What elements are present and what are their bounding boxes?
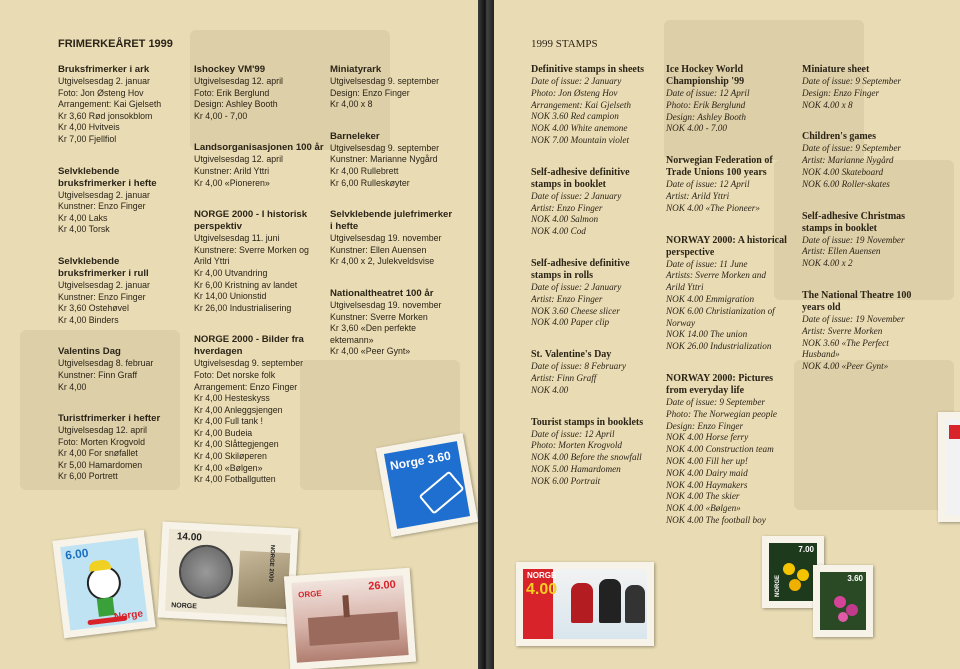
book-spine — [478, 0, 494, 669]
issue-detail-line: NOK 4.00 Construction team — [666, 444, 774, 455]
issue-detail-line: Utgivelsesdag 9. september — [194, 358, 304, 369]
stamp-ice-hockey — [516, 562, 654, 646]
issue-detail-line: Design: Enzo Finger — [330, 87, 410, 98]
issue-detail-line: Date of issue: 9 September — [666, 396, 765, 407]
buildings-illustration — [308, 612, 400, 646]
issue-block — [802, 290, 911, 373]
stamp-series: NORGE 2000 — [267, 544, 276, 582]
issue-detail-line: Kr 4,00 Full tank ! — [194, 416, 263, 427]
issue-detail-line: Kr 4,00 Hvitveis — [58, 122, 120, 133]
stamp-value: 7.00 — [798, 545, 814, 554]
stamp-value: 6.00 — [64, 545, 90, 563]
issue-detail-line: Kr 4,00 Binders — [58, 314, 119, 325]
issue-detail-line: Date of issue: 2 January — [531, 76, 622, 86]
issue-detail-line: Utgivelsesdag 12. april — [58, 425, 147, 436]
chimney-icon — [342, 595, 350, 617]
issue-detail-line: Artist: Arild Yttri — [666, 190, 730, 201]
issue-title: Trade Unions 100 years — [666, 167, 767, 179]
issue-block — [330, 64, 452, 111]
issue-title: Tourist stamps in booklets — [531, 416, 644, 428]
issue-title: Ice Hockey World — [666, 64, 744, 75]
issue-block — [58, 346, 161, 393]
page-heading: FRIMERKEÅRET 1999 — [58, 38, 173, 50]
issue-detail-line: Kr 26,00 Industrialisering — [194, 302, 292, 313]
issue-detail-line: Utgivelsesdag 9. september — [330, 76, 440, 86]
issue-detail-line: Artist: Marianne Nygård — [802, 155, 894, 166]
issue-title: Miniatyrark — [330, 64, 382, 75]
issue-detail-line: NOK 4.00 «The Pioneer» — [666, 202, 760, 213]
issue-detail-line: Design: Enzo Finger — [666, 420, 744, 431]
right-page — [494, 0, 960, 669]
issue-title: Selvklebende julefrimerker — [330, 209, 453, 221]
issue-title: bruksfrimerker i hefte — [58, 177, 157, 189]
issue-block — [666, 64, 787, 135]
issue-detail-line: Utgivelsesdag 19. november — [330, 299, 442, 310]
left-page — [0, 0, 478, 669]
issue-detail-line: NOK 4.00 Fill her up! — [666, 455, 748, 466]
issue-detail-line: NOK 3.60 «The Perfect — [802, 337, 889, 348]
stamp-country: ORGE — [297, 588, 323, 600]
issue-title: Bruksfrimerker i ark — [58, 64, 150, 75]
issue-detail-line: NOK 14.00 The union — [666, 329, 748, 340]
issue-block — [802, 64, 911, 111]
issue-detail-line: Kr 5,00 Hamardomen — [58, 459, 143, 470]
issue-detail-line: Date of issue: 9 September — [802, 76, 901, 86]
issue-detail-line: Kunstnere: Sverre Morken og — [194, 244, 309, 255]
issue-title: bruksfrimerker i rull — [58, 267, 149, 279]
issue-title: Nationaltheatret 100 år — [330, 287, 434, 299]
text-column-3 — [330, 64, 452, 378]
issue-detail-line: Kr 4,00 — [58, 381, 87, 392]
issue-detail-line: Kr 4,00 «Peer Gynt» — [330, 346, 411, 357]
issue-detail-line: NOK 26.00 Industrialization — [666, 341, 772, 352]
issue-title: stamps in rolls — [531, 269, 594, 281]
issue-detail-line: Date of issue: 19 November — [802, 234, 905, 245]
stamp-cheese-slicer — [376, 433, 478, 537]
stamp-value: 14.00 — [176, 531, 203, 544]
issue-detail-line: Design: Enzo Finger — [802, 87, 880, 98]
issue-detail-line: NOK 3.60 Red campion — [531, 111, 619, 122]
issue-detail-line: NOK 4.00 — [531, 384, 569, 395]
issue-detail-line: Kr 4,00 Rullebrett — [330, 165, 399, 176]
issue-detail-line: Utgivelsesdag 9. september — [330, 142, 440, 153]
flower-icon — [846, 604, 858, 616]
flower-icon — [834, 596, 846, 608]
issue-title: from everyday life — [666, 384, 745, 396]
issue-detail-line: NOK 4.00 Before the snowfall — [531, 452, 642, 463]
issue-detail-line: Kr 4,00 «Pioneren» — [194, 177, 270, 188]
issue-detail-line: Kr 4,00 Skiløperen — [194, 451, 267, 462]
issue-detail-line: Kunstner: Arild Yttri — [194, 165, 270, 176]
issue-detail-line: NOK 6.00 Roller-skates — [802, 178, 890, 189]
issue-title: Norwegian Federation of — [666, 155, 773, 167]
text-column-2 — [666, 64, 787, 547]
issue-detail-line: Husband» — [802, 349, 840, 360]
issue-detail-line: NOK 6.00 Christianization of — [666, 305, 775, 316]
issue-title: Miniature sheet — [802, 64, 870, 75]
issue-detail-line: Photo: The Norwegian people — [666, 408, 778, 419]
issue-block — [330, 288, 452, 358]
issue-block — [666, 155, 787, 214]
issue-detail-line: Kr 14,00 Unionstid — [194, 291, 267, 302]
issue-title: Definitive stamps in sheets — [531, 64, 645, 75]
issue-detail-line: Utgivelsesdag 12. april — [194, 76, 283, 86]
issue-title: St. Valentine's Day — [531, 349, 612, 361]
issue-block — [58, 64, 161, 146]
miners-illustration — [237, 551, 291, 610]
issue-detail-line: NOK 4.00 «Bølgen» — [666, 503, 741, 514]
issue-title: Ishockey VM'99 — [194, 64, 266, 75]
issue-detail-line: NOK 5.00 Hamardomen — [531, 463, 621, 474]
issue-detail-line: NOK 4.00 The skier — [666, 491, 740, 502]
stamp-value: 3.60 — [847, 574, 863, 583]
issue-detail-line: Kr 4,00 Fotballgutten — [194, 474, 276, 485]
issue-detail-line: Kr 4,00 Hesteskyss — [194, 393, 270, 404]
issue-detail-line: Foto: Jon Østeng Hov — [58, 87, 144, 98]
issue-detail-line: Utgivelsesdag 12. april — [194, 154, 283, 165]
issue-detail-line: Date of issue: 2 January — [531, 190, 622, 201]
issue-title: NORWAY 2000: A historical — [666, 234, 787, 246]
issue-title: The National Theatre 100 — [802, 289, 912, 301]
stamp-text: Norge 3.60 — [388, 448, 452, 474]
issue-detail-line: NOK 6.00 Portrait — [531, 475, 601, 486]
text-column-2 — [194, 64, 324, 506]
issue-block — [531, 167, 644, 238]
stamp-value: 4.00 — [526, 581, 558, 598]
text-column-1 — [58, 64, 161, 503]
issue-block — [666, 373, 787, 527]
issue-detail-line: NOK 4.00 «Peer Gynt» — [802, 361, 889, 372]
issue-detail-line: Date of issue: 12 April — [666, 88, 750, 98]
stamp-country: NORGE — [527, 571, 557, 580]
issue-detail-line: Artist: Sverre Morken — [802, 325, 883, 336]
issue-detail-line: Date of issue: 9 September — [802, 143, 901, 154]
issue-title: Self-adhesive definitive — [531, 166, 630, 178]
issue-detail-line: NOK 4.00 Cod — [531, 226, 586, 237]
issue-detail-line: NOK 4.00 Salmon — [531, 214, 599, 225]
issue-detail-line: Utgivelsesdag 2. januar — [58, 279, 150, 290]
issue-detail-line: Kr 4,00 Torsk — [58, 224, 110, 235]
issue-detail-line: NOK 4.00 Dairy maid — [666, 467, 748, 478]
issue-detail-line: Date of issue: 12 April — [666, 179, 750, 190]
issue-detail-line: Kr 4,00 «Bølgen» — [194, 462, 263, 473]
issue-detail-line: ektemann» — [330, 334, 374, 345]
issue-block — [194, 64, 324, 122]
issue-title: Championship '99 — [666, 76, 745, 87]
issue-detail-line: Date of issue: 19 November — [802, 313, 905, 324]
issue-detail-line: Date of issue: 2 January — [531, 281, 622, 292]
child-body-icon — [97, 597, 115, 617]
issue-detail-line: Kunstner: Sverre Morken — [330, 311, 428, 322]
flower-icon — [789, 579, 801, 591]
issue-detail-line: Kr 4,00 Anleggsjengen — [194, 404, 283, 415]
issue-title: Selvklebende — [58, 255, 120, 267]
text-column-1 — [531, 64, 644, 508]
issue-detail-line: Kr 6,00 Portrett — [58, 471, 118, 482]
stamp-value: 26.00 — [367, 578, 397, 593]
flower-icon — [838, 612, 848, 622]
issue-block — [330, 131, 452, 189]
issue-detail-line: NOK 3.60 Cheese slicer — [531, 305, 620, 316]
issue-detail-line: NOK 4.00 Haymakers — [666, 479, 748, 490]
issue-detail-line: Arrangement: Enzo Finger — [194, 381, 298, 392]
issue-title: i hefte — [330, 221, 359, 233]
issue-title: NORWAY 2000: Pictures — [666, 372, 774, 384]
issue-detail-line: Kunstner: Ellen Auensen — [330, 244, 427, 255]
issue-detail-line: Utgivelsesdag 2. januar — [58, 189, 150, 200]
issue-detail-line: Utgivelsesdag 2. januar — [58, 76, 150, 86]
issue-block — [58, 166, 161, 236]
issue-detail-line: Artist: Enzo Finger — [531, 202, 603, 213]
issue-detail-line: Kunstner: Enzo Finger — [58, 201, 146, 212]
issue-block — [194, 209, 324, 314]
issue-detail-line: Artist: Finn Graff — [531, 372, 597, 383]
issue-detail-line: Kr 4,00 Laks — [58, 212, 108, 223]
issue-title: Barneleker — [330, 130, 380, 142]
issue-title: stamps in booklet — [531, 178, 607, 190]
issue-block — [802, 131, 911, 190]
issue-detail-line: Kr 4,00 Utvandring — [194, 267, 268, 278]
issue-title: Landsorganisasjonen 100 år — [194, 142, 324, 154]
issue-detail-line: Date of issue: 8 February — [531, 361, 626, 372]
issue-detail-line: Date of issue: 12 April — [531, 428, 615, 439]
issue-title: perspective — [666, 246, 715, 258]
issue-detail-line: Design: Ashley Booth — [666, 111, 746, 122]
issue-detail-line: Kr 4,00 x 2, Julekveldsvise — [330, 256, 435, 267]
issue-title: NORGE 2000 - I historisk — [194, 209, 308, 221]
issue-detail-line: Arild Yttri — [666, 282, 704, 293]
issue-detail-line: Utgivelsesdag 8. februar — [58, 358, 154, 369]
issue-title: stamps in booklet — [802, 222, 878, 234]
issue-detail-line: NOK 7.00 Mountain violet — [531, 134, 629, 145]
issue-title: Self-adhesive Christmas — [802, 210, 906, 222]
issue-block — [194, 142, 324, 189]
issue-detail-line: Photo: Jon Østeng Hov — [531, 87, 618, 98]
stamp-industrial-town — [284, 568, 416, 669]
issue-detail-line: Kr 4,00 For snøfallet — [58, 448, 138, 459]
issue-block — [666, 235, 787, 353]
stamp-country: NORGE — [775, 574, 782, 598]
issue-detail-line: Kr 6,00 Kristning av landet — [194, 279, 298, 290]
issue-detail-line: NOK 4.00 Skateboard — [802, 166, 884, 177]
text-column-3 — [802, 64, 911, 393]
issue-block — [531, 258, 644, 329]
issue-detail-line: Kr 7,00 Fjellfiol — [58, 133, 117, 144]
issue-detail-line: Arrangement: Kai Gjelseth — [58, 99, 162, 110]
issue-detail-line: NOK 4.00 Paper clip — [531, 317, 610, 328]
stamp-country: NORGE — [171, 602, 198, 611]
flower-icon — [783, 563, 795, 575]
issue-detail-line: Kr 6,00 Rulleskøyter — [330, 177, 410, 188]
issue-detail-line: NOK 4.00 x 2 — [802, 258, 853, 269]
stamp-coin — [158, 522, 299, 625]
hockey-player-icon — [571, 583, 593, 623]
issue-title: Turistfrimerker i hefter — [58, 413, 161, 425]
issue-block — [194, 334, 324, 486]
issue-detail-line: Kr 3,60 Rød jonsokblom — [58, 110, 153, 121]
issue-detail-line: Kunstner: Finn Graff — [58, 369, 138, 380]
issue-detail-line: Kr 3,60 Ostehøvel — [58, 303, 129, 314]
issue-block — [531, 417, 644, 488]
issue-title: Children's games — [802, 131, 876, 143]
issue-title: years old — [802, 301, 841, 313]
issue-title: Self-adhesive definitive — [531, 257, 630, 269]
coin-icon — [178, 543, 235, 600]
issue-detail-line: NOK 4.00 - 7.00 — [666, 123, 727, 134]
issue-detail-line: Kr 4,00 x 8 — [330, 99, 373, 110]
issue-detail-line: NOK 4.00 Emmigration — [666, 293, 755, 304]
issue-detail-line: Photo: Erik Berglund — [666, 99, 746, 110]
issue-title: NORGE 2000 - Bilder fra — [194, 334, 304, 346]
issue-block — [802, 211, 911, 270]
stamp-partial-edge — [938, 412, 960, 522]
stamp-country: Norge — [113, 608, 144, 623]
cheese-slicer-icon — [419, 471, 465, 515]
issue-block — [531, 64, 644, 147]
issue-detail-line: Foto: Det norske folk — [194, 369, 276, 380]
issue-detail-line: Utgivelsesdag 11. juni — [194, 233, 280, 244]
stamp-child-skater — [52, 530, 155, 638]
issue-detail-line: Kunstner: Enzo Finger — [58, 291, 146, 302]
issue-detail-line: Utgivelsesdag 19. november — [330, 233, 442, 244]
issue-title: hverdagen — [194, 346, 243, 358]
hockey-player-icon — [599, 579, 621, 623]
issue-detail-line: NOK 4.00 Horse ferry — [666, 432, 749, 443]
stamp-pink-flower — [813, 565, 873, 637]
issue-block — [531, 349, 644, 396]
issue-detail-line: Date of issue: 11 June — [666, 258, 748, 269]
issue-detail-line: Artists: Sverre Morken and — [666, 270, 766, 281]
issue-detail-line: Kr 4,00 - 7,00 — [194, 110, 248, 121]
flower-icon — [797, 569, 809, 581]
issue-detail-line: Foto: Erik Berglund — [194, 87, 270, 98]
issue-detail-line: Artist: Enzo Finger — [531, 293, 603, 304]
issue-detail-line: NOK 4.00 x 8 — [802, 99, 853, 110]
issue-title: Valentins Dag — [58, 346, 121, 358]
issue-detail-line: Artist: Ellen Auensen — [802, 246, 881, 257]
issue-detail-line: Kunstner: Marianne Nygård — [330, 154, 438, 165]
issue-detail-line: Arrangement: Kai Gjelseth — [531, 99, 632, 110]
issue-detail-line: Kr 4,00 Slåttegjengen — [194, 439, 279, 450]
issue-detail-line: Design: Ashley Booth — [194, 99, 278, 110]
issue-title: Selvklebende — [58, 165, 120, 177]
issue-detail-line: NOK 4.00 The football boy — [666, 514, 766, 525]
hockey-player-icon — [625, 585, 645, 623]
issue-detail-line: Arild Yttri — [194, 256, 230, 267]
issue-block — [330, 209, 452, 268]
issue-detail-line: Foto: Morten Krogvold — [58, 436, 146, 447]
issue-detail-line: NOK 4.00 White anemone — [531, 123, 628, 134]
issue-block — [58, 256, 161, 326]
stamp-corner-mark — [949, 425, 960, 439]
page-heading: 1999 STAMPS — [531, 38, 598, 50]
issue-detail-line: Photo: Morten Krogvold — [531, 440, 623, 451]
issue-block — [58, 413, 161, 483]
issue-detail-line: Kr 4,00 Budeia — [194, 427, 253, 438]
issue-detail-line: Norway — [666, 317, 696, 328]
issue-detail-line: Kr 3,60 «Den perfekte — [330, 323, 417, 334]
issue-title: perspektiv — [194, 221, 242, 233]
